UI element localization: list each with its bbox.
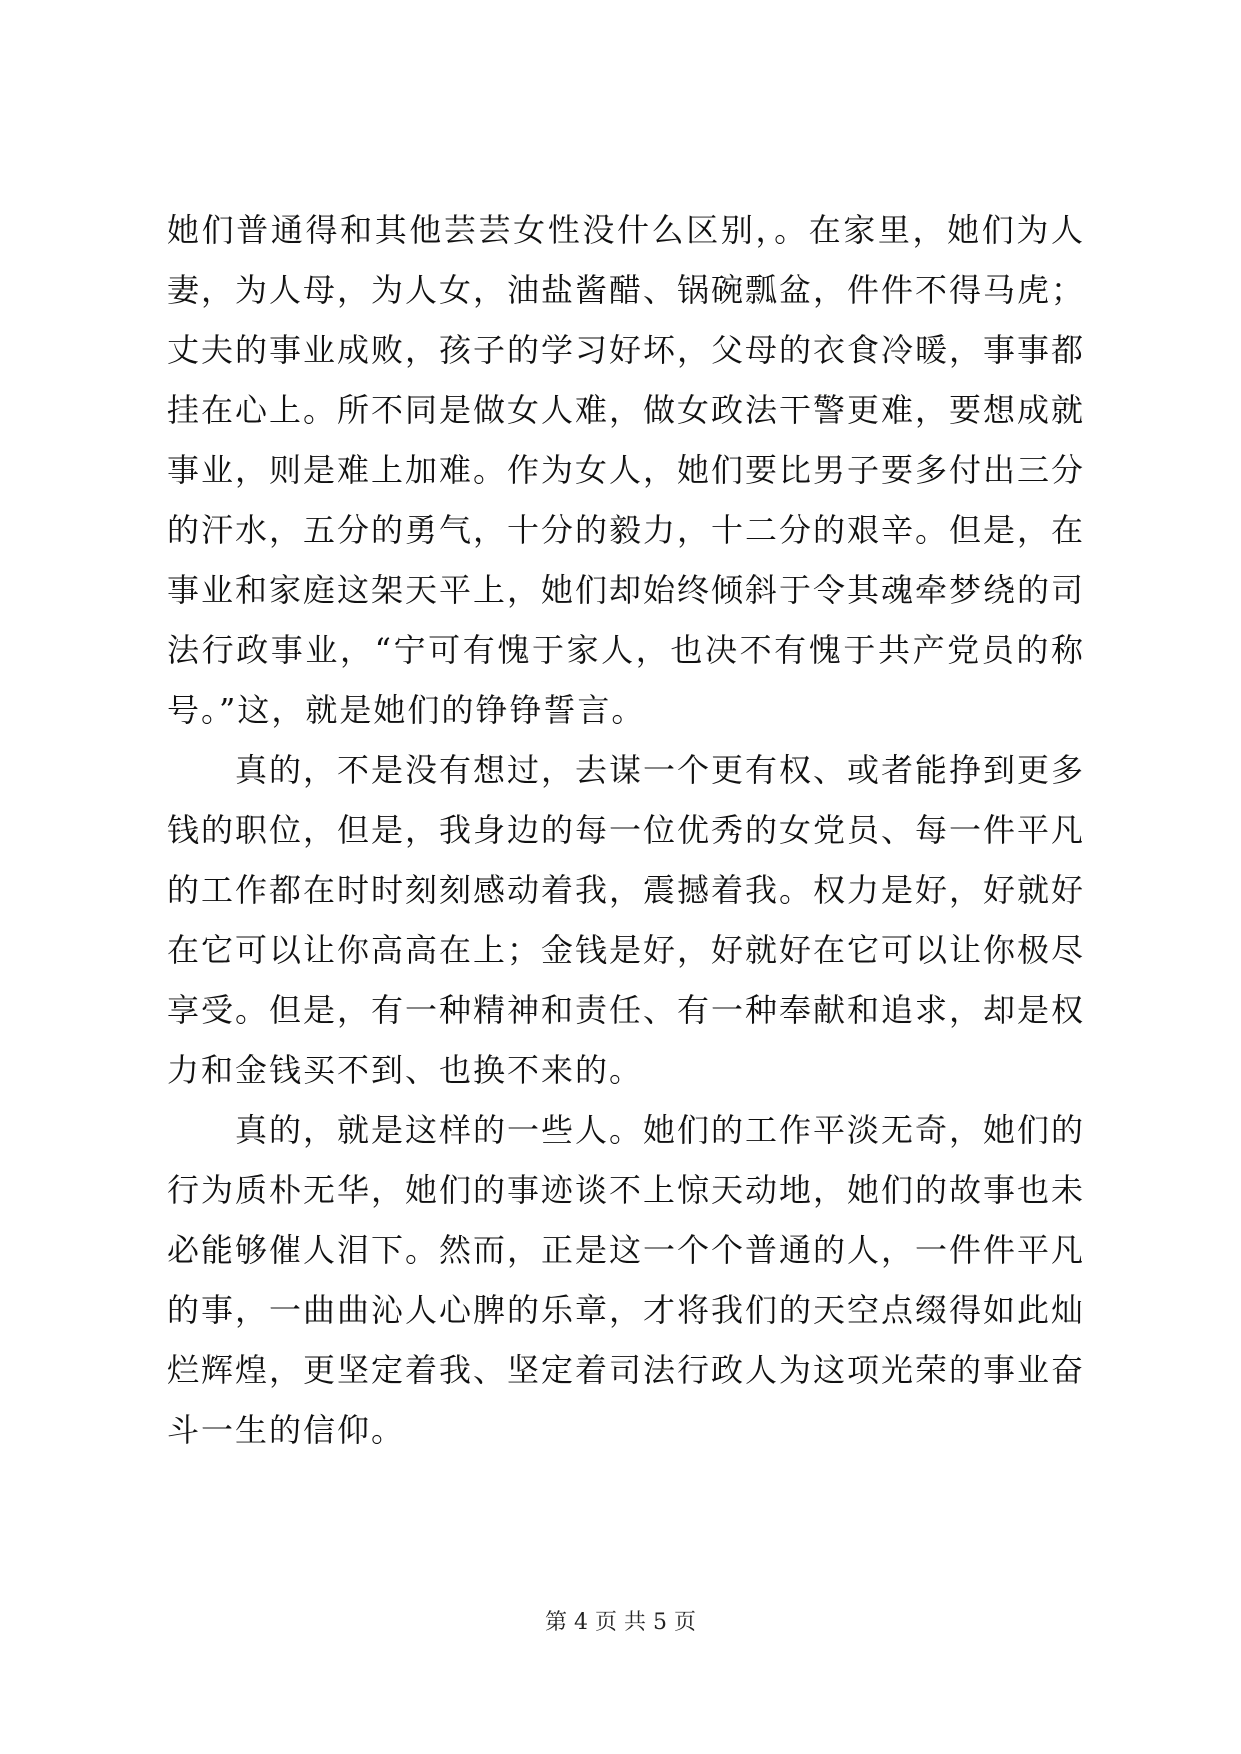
page-footer: 第 4 页 共 5 页 [545,1610,696,1635]
paragraph-2: 真的，不是没有想过，去谋一个更有权、或者能挣到更多钱的职位，但是，我身边的每一位优秀的女党员、每一件平凡的工作都在时时刻刻感动着我，震撼着我。权力是好，好就好在它可以让你高高在上；金钱是好，好就好在它可以让你极尽享受。但是，有一种精神和责任、有一种奉献和追求，却是权力和金钱买不到、也换不来的。 [167,751,1086,1089]
body-text [167,200,1085,1460]
paragraph-1: 她们普通得和其他芸芸女性没什么区别，。在家里，她们为人妻，为人母，为人女，油盐酱醋、锅碗瓢盆，件件不得马虎；丈夫的事业成败，孩子的学习好坏，父母的衣食冷暖，事事都挂在心上。所不同是做女人难，做女政法干警更难，要想成就事业，则是难上加难。作为女人，她们要比男子要多付出三分的汗水，五分的勇气，十分的毅力，十二分的艰辛。但是，在事业和家庭这架天平上，她们却始终倾斜于令其魂牵梦绕的司法行政事业，“宁可有愧于家人，也决不有愧于共产党员的称号。”这，就是她们的铮铮誓言。 [167,211,1086,729]
paragraph-3: 真的，就是这样的一些人。她们的工作平淡无奇，她们的行为质朴无华，她们的事迹谈不上惊天动地，她们的故事也未必能够催人泪下。然而，正是这一个个普通的人，一件件平凡的事，一曲曲沁人心脾的乐章，才将我们的天空点缀得如此灿烂辉煌，更坚定着我、坚定着司法行政人为这项光荣的事业奋斗一生的信仰。 [167,1111,1086,1449]
